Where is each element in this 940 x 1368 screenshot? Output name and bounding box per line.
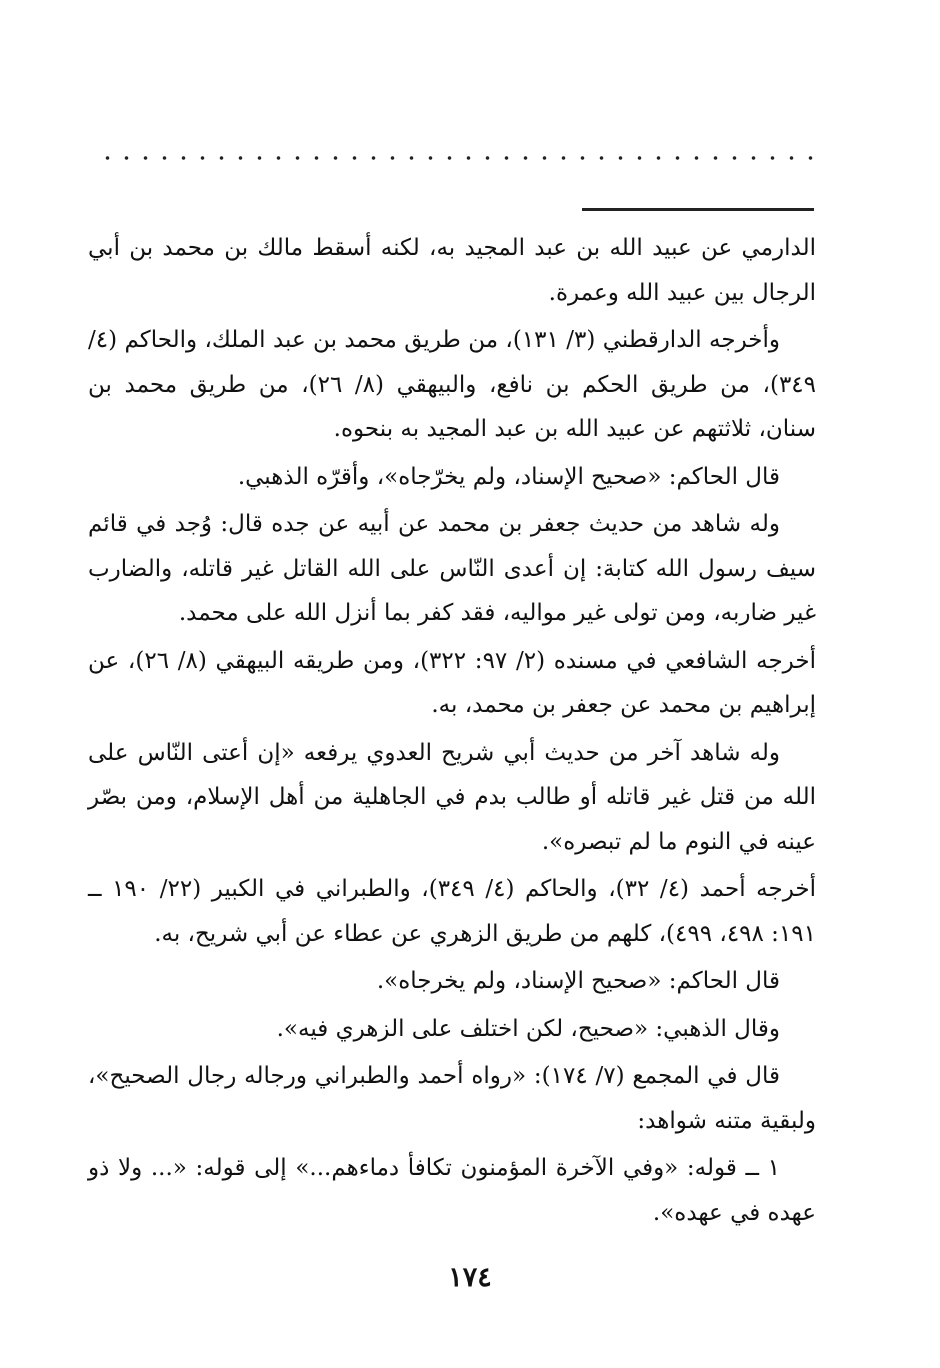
paragraph-4: وله شاهد من حديث جعفر بن محمد عن أبيه عن جده قال: وُجد في قائم سيف رسول الله كتابة: إن أعدى النّاس على الله القاتل غير قاتله، والضارب غير ضاربه، ومن تولى غير مواليه، فقد كفر بما أنزل الله على محمد.	[88, 511, 816, 626]
paragraph-9: وقال الذهبي: «صحيح، لكن اختلف على الزهري فيه».	[276, 1015, 780, 1042]
paragraph-3: قال الحاكم: «صحيح الإسناد، ولم يخرّجاه»، وأقرّه الذهبي.	[237, 463, 780, 490]
paragraph-10: قال في المجمع (٧/ ١٧٤): «رواه أحمد والطبراني ورجاله رجال الصحيح»، ولبقية متنه شواهد:	[88, 1063, 816, 1134]
paragraph-8: قال الحاكم: «صحيح الإسناد، ولم يخرجاه».	[376, 968, 780, 994]
paragraph-5: أخرجه الشافعي في مسنده (٢/ ٩٧: ٣٢٢)، ومن طريقه البيهقي (٨/ ٢٦)، عن إبراهيم بن محمد عن جعفر بن محمد، به.	[88, 647, 816, 718]
paragraph-1: الدارمي عن عبيد الله بن عبد المجيد به، لكنه أسقط مالك بن محمد بن أبي الرجال بين عبيد الله وعمرة.	[88, 235, 816, 306]
paragraph-7: أخرجه أحمد (٤/ ٣٢)، والحاكم (٤/ ٣٤٩)، والطبراني في الكبير (٢٢/ ١٩٠ ــ ١٩١: ٤٩٨، ٤٩٩)، كلهم من طريق الزهري عن عطاء عن أبي شريح، به.	[88, 876, 817, 947]
dotted-separator	[98, 150, 814, 166]
footnote-body	[88, 226, 816, 1235]
paragraph-11: ١ ــ قوله: «وفي الآخرة المؤمنون تكافأ دماءهم...» إلى قوله: «... ولا ذو عهده في عهده».	[88, 1155, 816, 1226]
paragraph-2: وأخرجه الدارقطني (٣/ ١٣١)، من طريق محمد بن عبد الملك، والحاكم (٤/ ٣٤٩)، من طريق الحكم بن نافع، والبيهقي (٨/ ٢٦)، من طريق محمد بن سنان، ثلاثتهم عن عبيد الله بن عبد المجيد به بنحوه.	[88, 327, 817, 442]
footnote-rule	[582, 208, 814, 211]
page-number: ١٧٤	[448, 1262, 492, 1293]
paragraph-6: وله شاهد آخر من حديث أبي شريح العدوي يرفعه «إن أعتى النّاس على الله من قتل غير قاتله أو طالب بدم في الجاهلية من أهل الإسلام، ومن بصّر عينه في النوم ما لم تبصره».	[88, 739, 816, 855]
